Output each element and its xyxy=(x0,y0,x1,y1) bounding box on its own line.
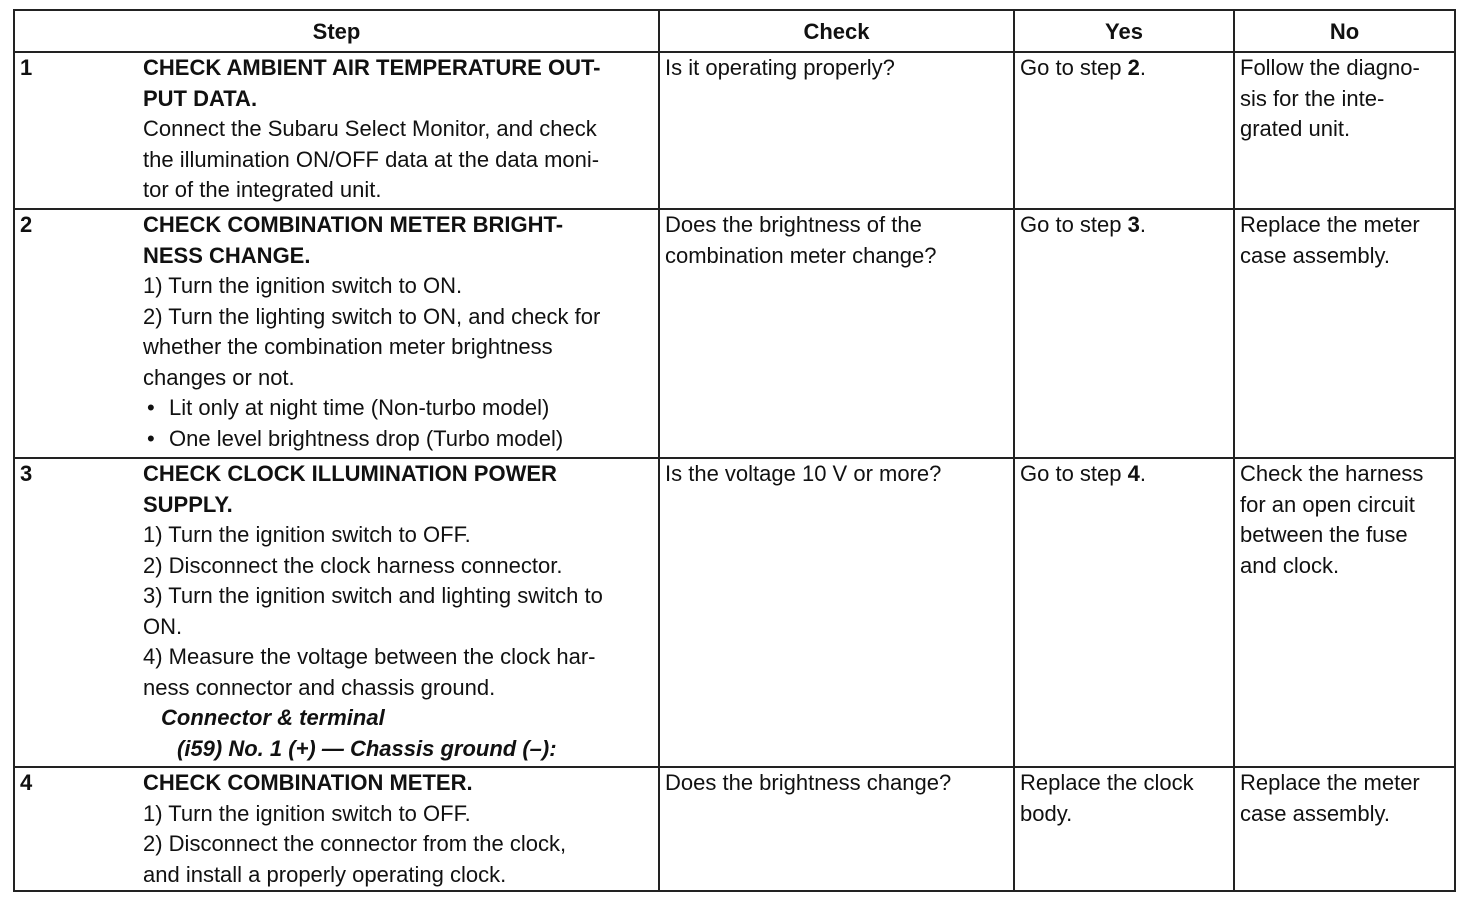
step-text: ON. xyxy=(143,613,183,639)
step-text: 1) Turn the ignition switch to ON. xyxy=(143,273,463,298)
yes-step-number: 2 xyxy=(1127,55,1140,80)
check-cell xyxy=(659,52,1014,209)
yes-text-suffix: . xyxy=(1139,55,1146,80)
step-description xyxy=(138,767,659,891)
yes-text-suffix: . xyxy=(1139,461,1146,486)
step-title: CHECK AMBIENT AIR TEMPERATURE OUT- xyxy=(143,55,601,80)
check-cell xyxy=(659,767,1014,891)
bullet-item: • Lit only at night time (Non-turbo model) xyxy=(143,393,653,424)
check-text: combination meter change? xyxy=(665,242,937,268)
step-description xyxy=(138,52,659,209)
no-text: for an open circuit xyxy=(1240,491,1415,517)
table-row xyxy=(14,458,1455,767)
check-text: Is it operating properly? xyxy=(665,55,895,80)
no-text: between the fuse xyxy=(1240,522,1408,547)
yes-text: body. xyxy=(1020,800,1073,826)
yes-step-number: 4 xyxy=(1127,461,1140,486)
step-description xyxy=(138,458,659,767)
yes-text: Go to step xyxy=(1020,212,1128,237)
no-text: case assembly. xyxy=(1240,800,1390,826)
step-title: NESS CHANGE. xyxy=(143,242,311,268)
yes-cell xyxy=(1014,458,1234,767)
yes-cell xyxy=(1014,767,1234,891)
no-text: and clock. xyxy=(1240,552,1340,578)
step-text: 2) Disconnect the connector from the clock, xyxy=(143,831,567,856)
step-title: CHECK COMBINATION METER. xyxy=(143,770,473,795)
check-cell xyxy=(659,209,1014,458)
no-text: sis for the inte- xyxy=(1240,85,1385,111)
diagnostic-table xyxy=(13,9,1456,892)
table-row xyxy=(14,767,1455,891)
step-title: PUT DATA. xyxy=(143,85,258,111)
step-text: whether the combination meter brightness xyxy=(143,334,553,359)
yes-text: Replace the clock xyxy=(1020,770,1194,795)
yes-text-suffix: . xyxy=(1139,212,1146,237)
header-yes: Yes xyxy=(1014,10,1234,52)
header-step: Step xyxy=(14,10,659,52)
step-text: and install a properly operating clock. xyxy=(143,861,507,887)
table-row xyxy=(14,209,1455,458)
no-text: grated unit. xyxy=(1240,116,1351,141)
connector-terminal: (i59) No. 1 (+) — Chassis ground (–): xyxy=(177,735,557,761)
step-text: 3) Turn the ignition switch and lighting switch to xyxy=(143,583,603,608)
yes-cell xyxy=(1014,209,1234,458)
no-text: Check the harness xyxy=(1240,461,1424,486)
bullet-dot-icon: • xyxy=(147,395,155,420)
yes-cell xyxy=(1014,52,1234,209)
step-text: changes or not. xyxy=(143,364,295,390)
check-text: Does the brightness change? xyxy=(665,770,952,795)
bullet-dot-icon: • xyxy=(147,425,155,451)
step-text: 2) Disconnect the clock harness connector. xyxy=(143,552,563,578)
yes-text: Go to step xyxy=(1020,55,1128,80)
step-number: 1 xyxy=(14,52,138,209)
step-text: 1) Turn the ignition switch to OFF. xyxy=(143,522,471,547)
check-text: Is the voltage 10 V or more? xyxy=(665,461,942,486)
table-header-row xyxy=(14,10,1455,52)
bullet-item: • One level brightness drop (Turbo model) xyxy=(143,424,653,455)
no-cell xyxy=(1234,209,1455,458)
diagnostic-page xyxy=(13,9,1454,892)
step-text: ness connector and chassis ground. xyxy=(143,674,496,700)
yes-text: Go to step xyxy=(1020,461,1128,486)
step-number: 2 xyxy=(14,209,138,458)
step-text: the illumination ON/OFF data at the data moni- xyxy=(143,146,600,172)
table-row xyxy=(14,52,1455,209)
header-check: Check xyxy=(659,10,1014,52)
check-cell xyxy=(659,458,1014,767)
check-text: Does the brightness of the xyxy=(665,212,922,237)
header-no: No xyxy=(1234,10,1455,52)
no-text: case assembly. xyxy=(1240,242,1390,268)
step-title: CHECK CLOCK ILLUMINATION POWER xyxy=(143,461,557,486)
step-text: 1) Turn the ignition switch to OFF. xyxy=(143,800,471,826)
no-cell xyxy=(1234,767,1455,891)
step-title: SUPPLY. xyxy=(143,491,233,517)
yes-step-number: 3 xyxy=(1127,212,1140,237)
step-description xyxy=(138,209,659,458)
step-text: 2) Turn the lighting switch to ON, and check for xyxy=(143,303,601,329)
step-text: tor of the integrated unit. xyxy=(143,177,382,202)
step-number: 3 xyxy=(14,458,138,767)
no-text: Replace the meter xyxy=(1240,212,1420,237)
no-text: Replace the meter xyxy=(1240,770,1420,795)
step-text: Connect the Subaru Select Monitor, and check xyxy=(143,116,597,141)
step-title: CHECK COMBINATION METER BRIGHT- xyxy=(143,212,564,237)
step-number: 4 xyxy=(14,767,138,891)
no-cell xyxy=(1234,458,1455,767)
no-text: Follow the diagno- xyxy=(1240,55,1420,80)
connector-label: Connector & terminal xyxy=(161,705,385,730)
no-cell xyxy=(1234,52,1455,209)
step-text: 4) Measure the voltage between the clock har- xyxy=(143,644,596,669)
